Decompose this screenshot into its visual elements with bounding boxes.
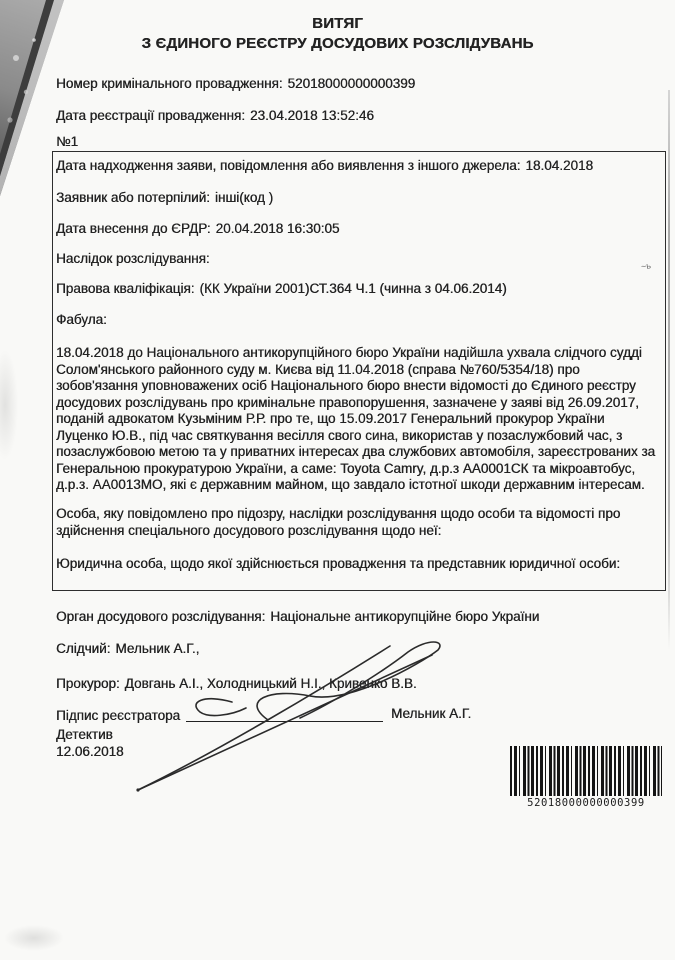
scan-smudge xyxy=(0,350,18,460)
fabula-label: Фабула: xyxy=(56,312,107,327)
barcode-number: 52018000000000399 xyxy=(527,797,645,809)
record-number: №1 xyxy=(56,134,78,149)
fabula-paragraph: 18.04.2018 до Національного антикорупційного бюро України надійшла ухвала слідчого судді Солом'янського районного суду м. Києва від 11.04.2018 (справа №760/5354/18) про зобов'язання уповноважених осіб Національного бюро внести відомості до Єдиного реєстру досудових розслідувань про кримінальне правопорушення, зазначене у заяві від 26.09.2017, поданій адвокатом Кузьміним Р.Р. про те, що 15.09.2017 Генеральний прокурор України Луценко Ю.В., під час святкування весілля свого сина, використав у позаслужбовий час, з позаслужбовою метою та у приватних інтересах два службових автомобіля, зареєстрованих за Генеральною прокуратурою України, а саме: Toyota Camry, д.р.з АА0001СК та мікроавтобус, д.р.з. АА0013МО, які є державним майном, що завдало істотної шкоди державним інтересам. xyxy=(56,345,656,492)
registrar-name: Мельник А.Г. xyxy=(391,706,472,721)
receipt-date-value: 18.04.2018 xyxy=(525,158,593,173)
document-title-line1: ВИТЯГ xyxy=(312,15,363,32)
sign-date: 12.06.2018 xyxy=(56,744,124,759)
applicant-value: інші(код ) xyxy=(214,190,274,205)
scan-page-edge xyxy=(668,90,670,650)
legal-qualification-value: (КК України 2001)СТ.364 Ч.1 (чинна з 04.06.2014) xyxy=(199,281,507,296)
field-erdr-entry-date xyxy=(56,221,339,238)
investigation-result-label: Наслідок розслідування: xyxy=(56,251,210,266)
field-investigation-body xyxy=(56,609,539,626)
registration-date-value: 23.04.2018 13:52:46 xyxy=(249,108,374,123)
document-title-line2: З ЄДИНОГО РЕЄСТРУ ДОСУДОВИХ РОЗСЛІДУВАНЬ xyxy=(141,35,534,52)
barcode-block xyxy=(510,746,662,809)
field-registration-date xyxy=(56,108,374,125)
field-legal-qualification xyxy=(56,281,507,298)
applicant-label: Заявник або потерпілий: xyxy=(56,190,210,205)
suspect-notice-label: Особа, яку повідомлено про підозру, наслідки розслідування щодо особи та відомості про здійснення спеціального досудового розслідування щодо неї: xyxy=(56,506,621,538)
investigation-body-value: Національне антикорупційне бюро України xyxy=(270,609,540,624)
prosecutors-label: Прокурор: xyxy=(56,676,120,691)
handwritten-signature xyxy=(90,638,470,798)
registrar-sign-label: Підпис реєстратора xyxy=(56,708,181,723)
field-applicant xyxy=(56,190,273,207)
erdr-entry-date-label: Дата внесення до ЄРДР: xyxy=(56,221,211,236)
field-investigation-result xyxy=(56,251,215,268)
scan-smudge xyxy=(4,925,64,951)
registration-date-label: Дата реєстрації провадження: xyxy=(56,108,245,123)
case-number-value: 52018000000000399 xyxy=(287,76,416,91)
investigator-label: Слідчий: xyxy=(56,641,111,656)
investigator-value: Мельник А.Г., xyxy=(115,641,200,656)
legal-entity-label: Юридична особа, щодо якої здійснюється провадження та представник юридичної особи: xyxy=(56,556,621,571)
legal-qualification-label: Правова кваліфікація: xyxy=(56,281,195,296)
scan-artifact-mark: ~ь xyxy=(640,260,652,272)
erdr-entry-date-value: 20.04.2018 16:30:05 xyxy=(215,221,340,236)
field-receipt-date xyxy=(56,158,593,175)
barcode-image xyxy=(510,746,662,796)
field-case-number xyxy=(56,76,415,93)
registrar-position: Детектив xyxy=(56,727,113,742)
prosecutors-value: Довгань А.І., Холодницький Н.І., Кривенко В.В. xyxy=(124,676,417,691)
investigation-body-label: Орган досудового розслідування: xyxy=(56,609,266,624)
field-fabula xyxy=(56,312,112,329)
case-number-label: Номер кримінального провадження: xyxy=(56,76,283,91)
receipt-date-label: Дата надходження заяви, повідомлення або виявлення з іншого джерела: xyxy=(56,158,521,173)
